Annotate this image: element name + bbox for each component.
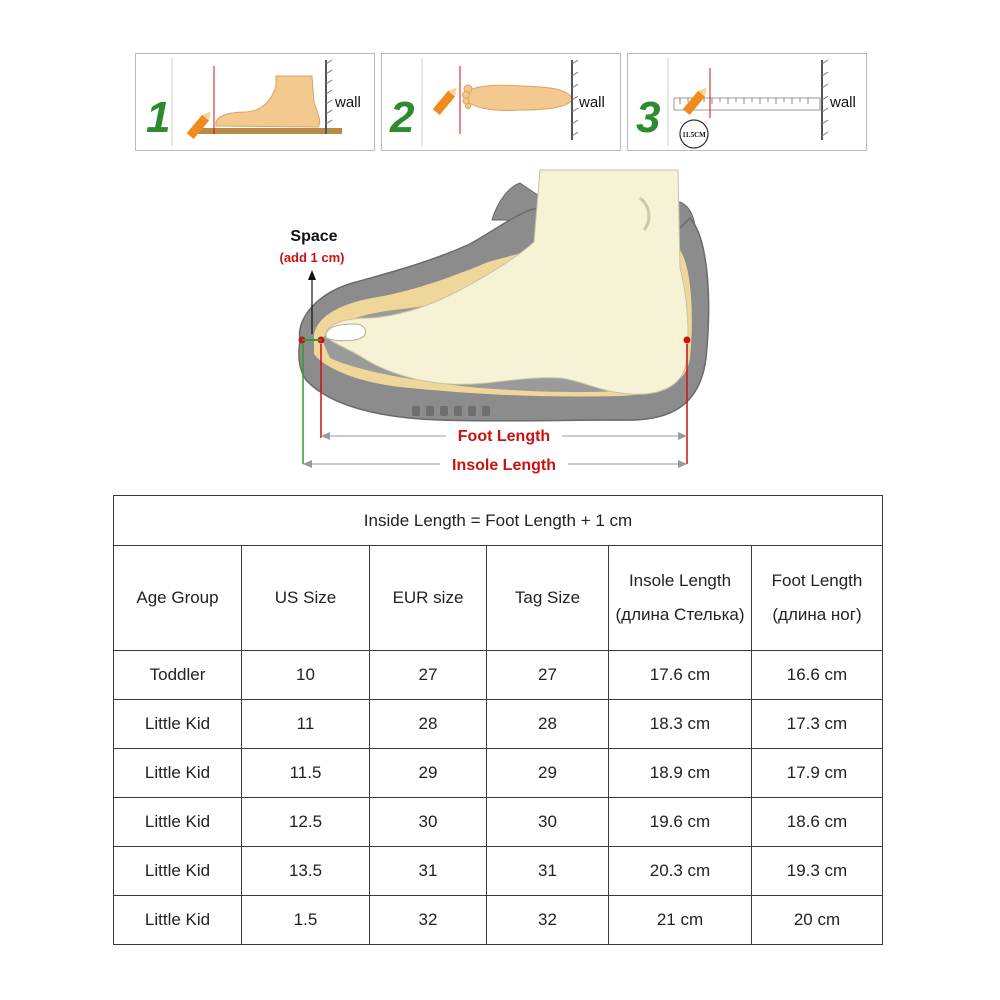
table-row xyxy=(114,651,883,700)
step-1-panel xyxy=(135,53,375,151)
cell-eur-size: 27 xyxy=(370,651,487,700)
cell-foot-length: 17.3 cm xyxy=(752,700,883,749)
insole-length-label: Insole Length xyxy=(452,457,556,474)
cell-foot-length: 18.6 cm xyxy=(752,798,883,847)
step-3-panel xyxy=(627,53,867,151)
cell-foot-length: 19.3 cm xyxy=(752,847,883,896)
wall-label: wall xyxy=(335,94,361,111)
cell-us-size: 11.5 xyxy=(242,749,370,798)
cell-us-size: 11 xyxy=(242,700,370,749)
cell-insole-length: 21 cm xyxy=(609,896,752,945)
cell-age-group: Little Kid xyxy=(114,798,242,847)
cell-foot-length: 17.9 cm xyxy=(752,749,883,798)
cell-foot-length: 20 cm xyxy=(752,896,883,945)
header-eur-size: EUR size xyxy=(370,546,487,651)
cell-us-size: 13.5 xyxy=(242,847,370,896)
header-foot-length-en: Foot Length xyxy=(771,571,863,590)
cell-us-size: 1.5 xyxy=(242,896,370,945)
cell-age-group: Little Kid xyxy=(114,847,242,896)
heel-point xyxy=(684,337,691,344)
cell-tag-size: 30 xyxy=(487,798,609,847)
header-age-group: Age Group xyxy=(114,546,242,651)
step-number: 1 xyxy=(146,93,171,142)
header-us-size: US Size xyxy=(242,546,370,651)
cell-us-size: 12.5 xyxy=(242,798,370,847)
size-chart-table xyxy=(113,495,883,945)
foot-length-label: Foot Length xyxy=(457,428,551,445)
header-insole-length-en: Insole Length xyxy=(628,571,732,590)
cell-eur-size: 28 xyxy=(370,700,487,749)
cell-eur-size: 29 xyxy=(370,749,487,798)
header-insole-length-ru: (длина Стелька) xyxy=(615,605,745,624)
table-row xyxy=(114,798,883,847)
cell-tag-size: 27 xyxy=(487,651,609,700)
pencil-icon xyxy=(187,109,214,139)
header-foot-length xyxy=(752,546,883,651)
table-title: Inside Length = Foot Length + 1 cm xyxy=(114,496,883,546)
cell-insole-length: 19.6 cm xyxy=(609,798,752,847)
cell-age-group: Little Kid xyxy=(114,749,242,798)
foot-top-shape xyxy=(464,85,572,110)
wall-label: wall xyxy=(830,94,856,111)
space-note: (add 1 cm) xyxy=(279,250,345,265)
cell-tag-size: 28 xyxy=(487,700,609,749)
cell-foot-length: 16.6 cm xyxy=(752,651,883,700)
cell-tag-size: 29 xyxy=(487,749,609,798)
cell-eur-size: 30 xyxy=(370,798,487,847)
step-1-illustration xyxy=(136,54,374,150)
step-number: 2 xyxy=(390,93,415,142)
cell-eur-size: 32 xyxy=(370,896,487,945)
table-row xyxy=(114,700,883,749)
step-number: 3 xyxy=(636,93,661,142)
cell-age-group: Little Kid xyxy=(114,896,242,945)
cell-us-size: 10 xyxy=(242,651,370,700)
cell-insole-length: 18.9 cm xyxy=(609,749,752,798)
header-insole-length xyxy=(609,546,752,651)
ruler-reading: 11.5CM xyxy=(682,131,706,139)
cell-age-group: Little Kid xyxy=(114,700,242,749)
pencil-icon xyxy=(433,85,460,115)
shoe-measurement-diagram xyxy=(0,158,1000,488)
foot-side-shape xyxy=(216,76,320,127)
cell-insole-length: 18.3 cm xyxy=(609,700,752,749)
header-foot-length-ru: (длина ног) xyxy=(772,605,862,624)
step-3-illustration xyxy=(628,54,866,150)
table-header-row xyxy=(114,546,883,651)
step-2-illustration xyxy=(382,54,620,150)
cell-insole-length: 20.3 cm xyxy=(609,847,752,896)
cell-age-group: Toddler xyxy=(114,651,242,700)
wall-label: wall xyxy=(579,94,605,111)
cell-tag-size: 32 xyxy=(487,896,609,945)
cell-eur-size: 31 xyxy=(370,847,487,896)
step-2-panel xyxy=(381,53,621,151)
cell-tag-size: 31 xyxy=(487,847,609,896)
cell-insole-length: 17.6 cm xyxy=(609,651,752,700)
table-row xyxy=(114,847,883,896)
table-row xyxy=(114,896,883,945)
space-label: Space xyxy=(290,228,338,245)
header-tag-size: Tag Size xyxy=(487,546,609,651)
table-row xyxy=(114,749,883,798)
